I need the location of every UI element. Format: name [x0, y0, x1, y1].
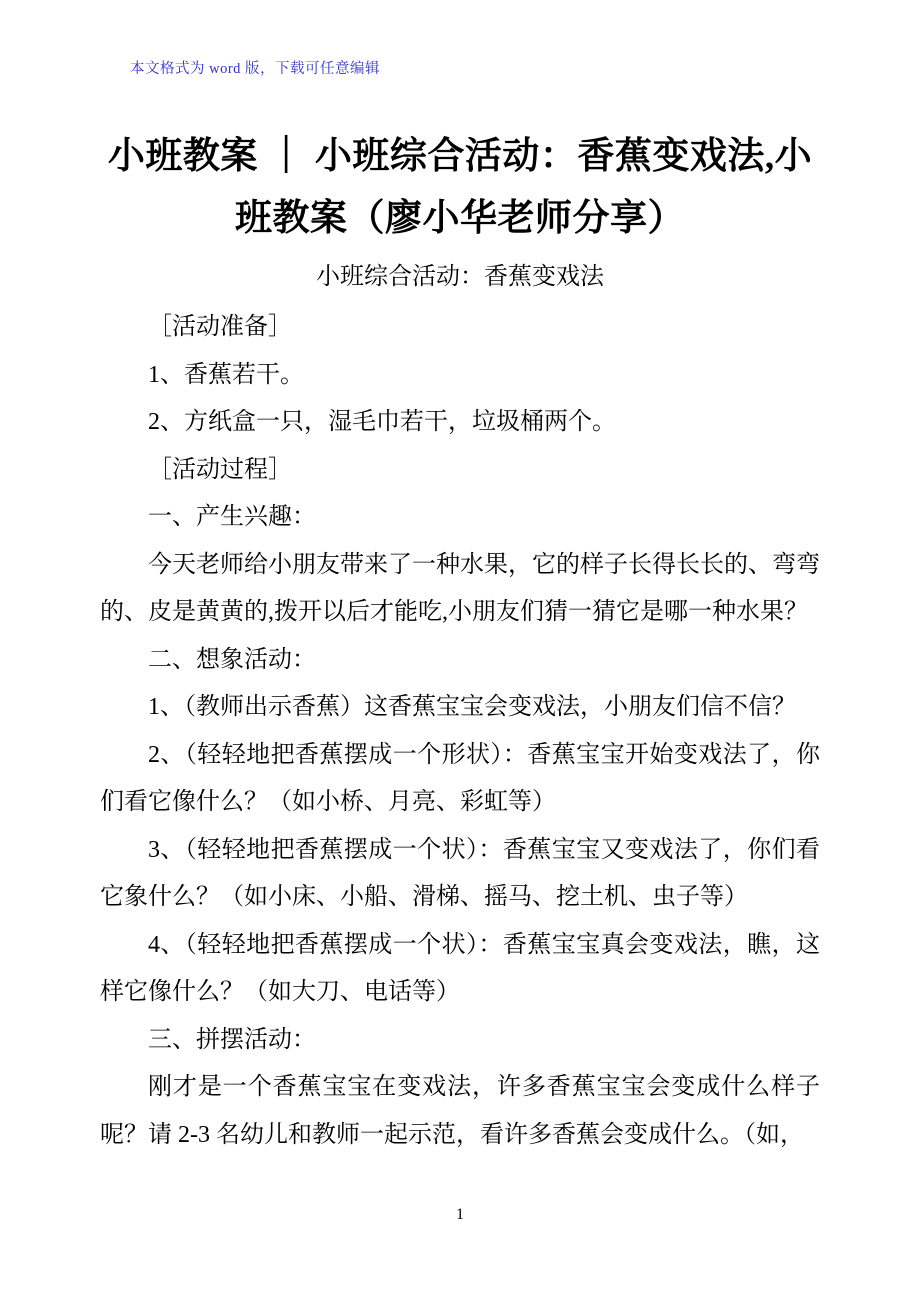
paragraph-section-1-body: 今天老师给小朋友带来了一种水果，它的样子长得长长的、弯弯的、皮是黄黄的,拨开以后才能吃,小朋友们猜一猜它是哪一种水果？ — [100, 551, 820, 625]
paragraph-section-3-body: 刚才是一个香蕉宝宝在变戏法，许多香蕉宝宝会变成什么样子呢？请 2-3 名幼儿和教师一起示范，看许多香蕉会变成什么。（如， — [100, 1074, 820, 1148]
paragraph-activity-process-heading: ［活动过程］ — [148, 456, 292, 483]
paragraph-section-2-item-1: 1、（教师出示香蕉）这香蕉宝宝会变戏法，小朋友们信不信？ — [148, 694, 796, 720]
paragraph-section-2-heading: 二、想象活动： — [148, 646, 316, 673]
page-number: 1 — [456, 1206, 464, 1223]
paragraph-prep-item-2: 2、方纸盒一只，湿毛巾若干，垃圾桶两个。 — [148, 409, 616, 435]
paragraph-section-3-heading: 三、拼摆活动： — [148, 1026, 316, 1053]
paragraph-section-2-item-2: 2、（轻轻地把香蕉摆成一个形状）：香蕉宝宝开始变戏法了，你们看它像什么？（如小桥、月亮、彩虹等） — [100, 741, 820, 815]
document-title: 小班教案 ｜ 小班综合活动：香蕉变戏法,小班教案（廖小华老师分享） — [107, 136, 813, 239]
paragraph-section-1-heading: 一、产生兴趣： — [148, 504, 316, 530]
document-body — [100, 304, 820, 1159]
word-format-notice: 本文格式为 word 版，下载可任意编辑 — [130, 61, 381, 77]
paragraph-section-2-item-4: 4、（轻轻地把香蕉摆成一个状）：香蕉宝宝真会变戏法，瞧，这样它像什么？（如大刀、电话等） — [100, 931, 820, 1005]
paragraph-activity-prep-heading: ［活动准备］ — [148, 314, 292, 340]
paragraph-section-2-item-3: 3、（轻轻地把香蕉摆成一个状）：香蕉宝宝又变戏法了，你们看它象什么？（如小床、小船、滑梯、摇马、挖土机、虫子等） — [100, 836, 820, 910]
paragraph-prep-item-1: 1、香蕉若干。 — [148, 361, 304, 388]
document-subtitle: 小班综合活动：香蕉变戏法 — [316, 264, 604, 290]
